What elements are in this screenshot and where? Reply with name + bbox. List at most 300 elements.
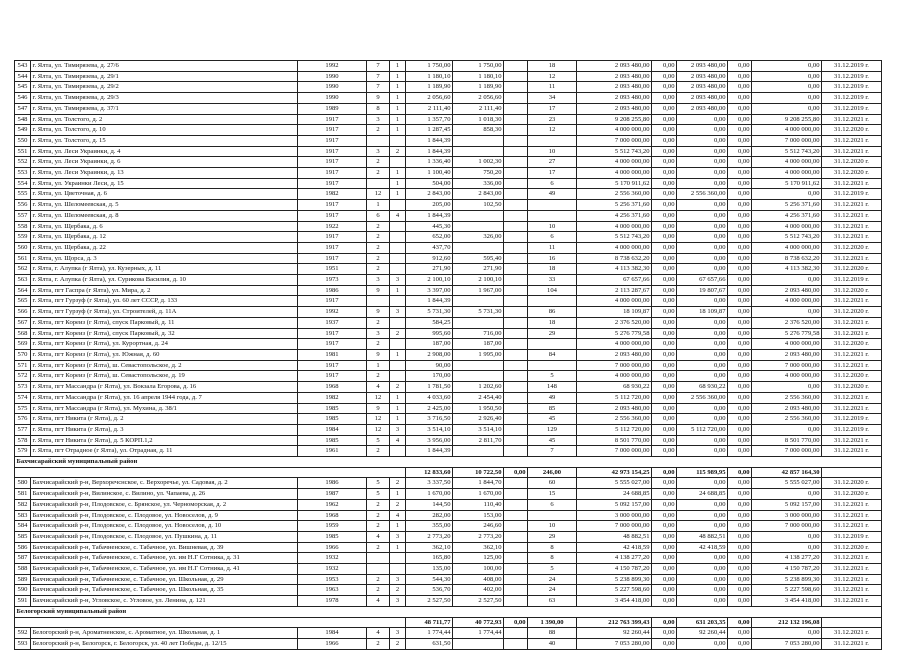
section-header-row bbox=[15, 606, 882, 617]
table-cell: 1 bbox=[367, 200, 390, 211]
section-title: Бахчисарайский муниципальный район bbox=[15, 457, 882, 468]
table-cell: г. Ялта, ул. Тимирязева, д. 29/3 bbox=[31, 93, 298, 104]
table-cell: 0,00 bbox=[728, 275, 752, 286]
table-cell: 129 bbox=[528, 424, 577, 435]
table-cell: 31.12.2021 г. bbox=[822, 349, 882, 360]
table-cell bbox=[390, 221, 406, 232]
table-cell: г. Ялта, ул. Леси Украинки, д. 6 bbox=[31, 157, 298, 168]
table-cell: 652,00 bbox=[406, 232, 453, 243]
table-cell: Бахчисарайский р-н, Табачненское, с. Табачное, ул. Вишневая, д. 39 bbox=[31, 542, 298, 553]
table-cell: 60 bbox=[528, 478, 577, 489]
table-cell: 31.12.2021 г. bbox=[822, 596, 882, 607]
table-cell: 5 170 911,62 bbox=[577, 178, 652, 189]
table-cell: г. Ялта, пгт Гурзуф (г Ялта), ул. Строителей, д. 11А bbox=[31, 307, 298, 318]
table-cell: 0,00 bbox=[677, 296, 728, 307]
table-cell: 0,00 bbox=[652, 339, 677, 350]
table-cell: 17 bbox=[528, 103, 577, 114]
table-cell: Бахчисарайский р-н, Плодовское, с. Плодовое, ул. Новоселов, д. 9 bbox=[31, 510, 298, 521]
table-cell: 9 bbox=[367, 403, 390, 414]
table-cell bbox=[504, 264, 528, 275]
table-cell: 566 bbox=[15, 307, 31, 318]
table-cell: 554 bbox=[15, 178, 31, 189]
table-cell: 6 bbox=[528, 232, 577, 243]
table-row bbox=[15, 339, 882, 350]
table-row bbox=[15, 392, 882, 403]
table-row bbox=[15, 317, 882, 328]
table-cell: 0,00 bbox=[728, 168, 752, 179]
table-cell: 5 227 598,60 bbox=[752, 585, 822, 596]
table-cell: 589 bbox=[15, 574, 31, 585]
table-cell: 0,00 bbox=[728, 435, 752, 446]
table-cell: 0,00 bbox=[752, 82, 822, 93]
table-cell: 31.12.2021 г. bbox=[822, 114, 882, 125]
table-cell: 0,00 bbox=[677, 210, 728, 221]
table-row bbox=[15, 103, 882, 114]
table-cell: 3 000 000,00 bbox=[752, 510, 822, 521]
table-cell: 31.12.2020 г. bbox=[822, 307, 882, 318]
table-cell: 0,00 bbox=[728, 521, 752, 532]
table-cell: 3 000 000,00 bbox=[577, 510, 652, 521]
table-cell bbox=[453, 221, 504, 232]
table-cell: 1985 bbox=[298, 531, 367, 542]
table-cell: 2 bbox=[367, 585, 390, 596]
table-cell: 187,00 bbox=[406, 339, 453, 350]
table-row bbox=[15, 125, 882, 136]
table-row bbox=[15, 200, 882, 211]
table-cell: 1 bbox=[390, 521, 406, 532]
table-cell: 0,00 bbox=[652, 360, 677, 371]
table-cell: 31.12.2021 г. bbox=[822, 553, 882, 564]
table-cell bbox=[367, 178, 390, 189]
table-cell: 12 bbox=[367, 392, 390, 403]
table-cell: 6 bbox=[528, 178, 577, 189]
table-cell: 1 995,00 bbox=[453, 349, 504, 360]
table-cell: 0,00 bbox=[652, 349, 677, 360]
total-cell: 246,00 bbox=[528, 467, 577, 478]
table-cell bbox=[504, 135, 528, 146]
table-cell: 7 053 280,00 bbox=[752, 638, 822, 649]
table-cell bbox=[504, 253, 528, 264]
table-cell: г. Ялта, ул. Толстого, д. 10 bbox=[31, 125, 298, 136]
table-cell: 5 238 899,30 bbox=[577, 574, 652, 585]
table-cell bbox=[390, 200, 406, 211]
table-cell: 0,00 bbox=[728, 328, 752, 339]
table-cell bbox=[504, 489, 528, 500]
table-cell: 49 bbox=[528, 189, 577, 200]
table-cell: 3 bbox=[367, 114, 390, 125]
table-cell: 544,30 bbox=[406, 574, 453, 585]
table-cell: 5 731,30 bbox=[453, 307, 504, 318]
table-cell: 5 112 720,00 bbox=[677, 424, 728, 435]
table-cell bbox=[453, 317, 504, 328]
table-cell: 4 000 000,00 bbox=[577, 221, 652, 232]
table-cell: 1990 bbox=[298, 82, 367, 93]
table-cell: 34 bbox=[528, 93, 577, 104]
table-cell: 1 bbox=[390, 114, 406, 125]
total-cell: 12 833,60 bbox=[406, 467, 453, 478]
table-cell: 0,00 bbox=[728, 189, 752, 200]
table-cell: 31.12.2021 г. bbox=[822, 392, 882, 403]
table-cell: 31.12.2020 г. bbox=[822, 371, 882, 382]
table-cell: 2 bbox=[367, 168, 390, 179]
table-row bbox=[15, 478, 882, 489]
table-cell bbox=[504, 317, 528, 328]
table-cell: 31.12.2020 г. bbox=[822, 542, 882, 553]
table-cell: 0,00 bbox=[752, 489, 822, 500]
total-cell: 10 722,50 bbox=[453, 467, 504, 478]
table-cell: Бахчисарайский р-н, Вилинское, с. Вилино, ул. Чапаева, д. 26 bbox=[31, 489, 298, 500]
table-cell: 1 bbox=[390, 392, 406, 403]
table-cell: 5 512 743,20 bbox=[577, 146, 652, 157]
table-cell: 4 033,60 bbox=[406, 392, 453, 403]
table-cell bbox=[504, 638, 528, 649]
table-cell: 5 bbox=[367, 489, 390, 500]
table-cell bbox=[504, 585, 528, 596]
table-cell: 17 bbox=[528, 168, 577, 179]
table-cell bbox=[504, 157, 528, 168]
table-cell: 3 bbox=[390, 275, 406, 286]
table-cell: г. Ялта, пгт Массандра (г Ялта), ул. Вокзала Егорова, д. 16 bbox=[31, 382, 298, 393]
table-cell: 1 180,10 bbox=[453, 71, 504, 82]
table-cell bbox=[504, 168, 528, 179]
total-cell: 0,00 bbox=[652, 617, 677, 628]
table-cell bbox=[504, 339, 528, 350]
table-cell: 0,00 bbox=[728, 478, 752, 489]
table-cell: 0,00 bbox=[677, 253, 728, 264]
table-cell: 2 bbox=[367, 446, 390, 457]
table-cell bbox=[390, 371, 406, 382]
table-cell: 4 000 000,00 bbox=[752, 168, 822, 179]
table-cell bbox=[390, 553, 406, 564]
table-cell: 5 bbox=[528, 564, 577, 575]
table-cell: 0,00 bbox=[652, 221, 677, 232]
table-cell bbox=[453, 371, 504, 382]
table-cell: 7 000 000,00 bbox=[577, 521, 652, 532]
table-cell: 1917 bbox=[298, 360, 367, 371]
table-cell: 31.12.2021 г. bbox=[822, 446, 882, 457]
table-cell: 402,00 bbox=[453, 585, 504, 596]
table-cell bbox=[528, 296, 577, 307]
table-cell: 0,00 bbox=[728, 232, 752, 243]
table-cell: 0,00 bbox=[677, 403, 728, 414]
table-cell: 1 189,90 bbox=[406, 82, 453, 93]
table-cell: 2 bbox=[390, 382, 406, 393]
table-cell: 0,00 bbox=[677, 360, 728, 371]
table-cell: 31.12.2021 г. bbox=[822, 510, 882, 521]
table-row bbox=[15, 403, 882, 414]
table-cell bbox=[390, 339, 406, 350]
table-cell: 4 150 787,20 bbox=[577, 564, 652, 575]
table-cell: 1 bbox=[390, 71, 406, 82]
table-cell: г. Ялта, пгт Кореиз (г Ялта), ш. Севастопольское, д. 19 bbox=[31, 371, 298, 382]
table-cell: 165,80 bbox=[406, 553, 453, 564]
table-cell: 2 bbox=[390, 585, 406, 596]
table-cell: 0,00 bbox=[652, 542, 677, 553]
table-row bbox=[15, 285, 882, 296]
table-cell: 1966 bbox=[298, 638, 367, 649]
table-cell bbox=[504, 371, 528, 382]
table-cell: 7 000 000,00 bbox=[577, 446, 652, 457]
table-cell: 0,00 bbox=[728, 200, 752, 211]
table-cell: 7 000 000,00 bbox=[577, 135, 652, 146]
table-cell: 355,00 bbox=[406, 521, 453, 532]
table-cell: 31.12.2021 г. bbox=[822, 232, 882, 243]
table-cell: 1984 bbox=[298, 424, 367, 435]
table-cell: 100,00 bbox=[453, 564, 504, 575]
table-cell: 7 000 000,00 bbox=[752, 360, 822, 371]
table-cell: 170,00 bbox=[406, 371, 453, 382]
table-cell: 552 bbox=[15, 157, 31, 168]
table-cell: 0,00 bbox=[728, 542, 752, 553]
table-cell bbox=[453, 638, 504, 649]
table-cell: г. Ялта, пгт Кореиз (г Ялта), спуск Парковый, д. 11 bbox=[31, 317, 298, 328]
table-cell: 282,00 bbox=[406, 510, 453, 521]
table-cell: г. Ялта, ул. Толстого, д. 15 bbox=[31, 135, 298, 146]
table-cell bbox=[453, 446, 504, 457]
table-cell: 3 956,00 bbox=[406, 435, 453, 446]
table-cell bbox=[504, 542, 528, 553]
table-cell: 1 967,00 bbox=[453, 285, 504, 296]
table-cell: 5 092 157,00 bbox=[752, 499, 822, 510]
table-cell: 1 202,60 bbox=[453, 382, 504, 393]
table-cell: 0,00 bbox=[652, 200, 677, 211]
table-cell bbox=[504, 125, 528, 136]
table-cell: 1992 bbox=[298, 61, 367, 72]
table-cell: 0,00 bbox=[728, 146, 752, 157]
table-cell: 271,90 bbox=[406, 264, 453, 275]
table-cell: 2 773,20 bbox=[453, 531, 504, 542]
table-cell: 2 bbox=[367, 157, 390, 168]
table-cell: г. Ялта, ул. Шеломеевская, д. 8 bbox=[31, 210, 298, 221]
table-cell: 40 bbox=[528, 638, 577, 649]
register-table-container bbox=[14, 60, 882, 650]
table-cell bbox=[504, 275, 528, 286]
table-cell: 31.12.2019 г. bbox=[822, 82, 882, 93]
section-total-row bbox=[15, 467, 882, 478]
table-cell bbox=[504, 61, 528, 72]
table-cell: Бахчисарайский р-н, Угловское, с. Угловое, ул. Ленина, д. 121 bbox=[31, 596, 298, 607]
table-cell: 0,00 bbox=[728, 414, 752, 425]
table-cell: 10 bbox=[528, 521, 577, 532]
table-cell bbox=[504, 424, 528, 435]
table-cell: 560 bbox=[15, 242, 31, 253]
table-cell: 31.12.2021 г. bbox=[822, 574, 882, 585]
table-row bbox=[15, 135, 882, 146]
table-cell: 586 bbox=[15, 542, 31, 553]
table-cell: 2 093 480,00 bbox=[677, 82, 728, 93]
table-cell: 1917 bbox=[298, 125, 367, 136]
table-cell: 45 bbox=[528, 414, 577, 425]
table-cell: 5 256 371,60 bbox=[577, 200, 652, 211]
table-cell: 2 093 480,00 bbox=[577, 61, 652, 72]
table-cell: 2 093 480,00 bbox=[752, 403, 822, 414]
table-cell: 7 053 280,00 bbox=[577, 638, 652, 649]
table-cell bbox=[504, 414, 528, 425]
table-cell: 0,00 bbox=[752, 189, 822, 200]
table-cell bbox=[504, 103, 528, 114]
table-cell: 88 bbox=[528, 628, 577, 639]
table-cell: 1 bbox=[390, 285, 406, 296]
total-empty-cell bbox=[822, 467, 882, 478]
table-cell: 0,00 bbox=[677, 339, 728, 350]
table-cell: 246,60 bbox=[453, 521, 504, 532]
table-row bbox=[15, 371, 882, 382]
table-cell: 1 100,40 bbox=[406, 168, 453, 179]
table-cell: 24 bbox=[528, 585, 577, 596]
table-cell: 0,00 bbox=[652, 189, 677, 200]
table-cell: 0,00 bbox=[728, 564, 752, 575]
table-cell bbox=[504, 392, 528, 403]
table-cell: 0,00 bbox=[677, 564, 728, 575]
table-cell: г. Ялта, пгт Кореиз (г Ялта), ш. Севастопольское, д. 2 bbox=[31, 360, 298, 371]
section-title: Белогорский муниципальный район bbox=[15, 606, 882, 617]
table-cell: 0,00 bbox=[652, 317, 677, 328]
table-cell: 578 bbox=[15, 435, 31, 446]
table-cell: 18 bbox=[528, 264, 577, 275]
total-cell: 0,00 bbox=[652, 467, 677, 478]
table-cell bbox=[390, 446, 406, 457]
table-cell: 504,00 bbox=[406, 178, 453, 189]
table-cell: 0,00 bbox=[652, 553, 677, 564]
table-cell: 572 bbox=[15, 371, 31, 382]
table-cell: 0,00 bbox=[728, 103, 752, 114]
table-cell: 0,00 bbox=[652, 403, 677, 414]
table-cell: 0,00 bbox=[728, 382, 752, 393]
table-cell: 0,00 bbox=[728, 349, 752, 360]
table-cell bbox=[504, 189, 528, 200]
table-cell bbox=[504, 178, 528, 189]
table-cell: 563 bbox=[15, 275, 31, 286]
table-cell: 4 bbox=[390, 210, 406, 221]
table-cell: 0,00 bbox=[728, 114, 752, 125]
table-cell: 4 000 000,00 bbox=[577, 157, 652, 168]
table-cell: 561 bbox=[15, 253, 31, 264]
table-cell: 68 930,22 bbox=[677, 382, 728, 393]
table-cell: 0,00 bbox=[652, 210, 677, 221]
table-cell: 1 670,00 bbox=[406, 489, 453, 500]
table-cell: 1 bbox=[390, 349, 406, 360]
table-cell: 0,00 bbox=[728, 157, 752, 168]
table-cell: 5 512 743,20 bbox=[752, 146, 822, 157]
table-cell bbox=[504, 114, 528, 125]
table-cell: 1 bbox=[390, 61, 406, 72]
table-cell: 31.12.2021 г. bbox=[822, 200, 882, 211]
table-cell: 0,00 bbox=[728, 638, 752, 649]
table-row bbox=[15, 328, 882, 339]
table-cell: 31.12.2021 г. bbox=[822, 585, 882, 596]
total-cell: 0,00 bbox=[504, 467, 528, 478]
table-cell: 553 bbox=[15, 168, 31, 179]
table-cell: 31.12.2021 г. bbox=[822, 403, 882, 414]
table-cell: 9 208 255,80 bbox=[577, 114, 652, 125]
table-cell: 545 bbox=[15, 82, 31, 93]
table-cell: 0,00 bbox=[728, 499, 752, 510]
table-cell bbox=[367, 564, 390, 575]
table-cell: 0,00 bbox=[728, 93, 752, 104]
table-cell: 580 bbox=[15, 478, 31, 489]
table-cell: 0,00 bbox=[652, 125, 677, 136]
table-cell: 912,60 bbox=[406, 253, 453, 264]
table-cell: 42 418,59 bbox=[677, 542, 728, 553]
table-cell: 0,00 bbox=[652, 168, 677, 179]
table-cell: 1917 bbox=[298, 242, 367, 253]
table-cell: 0,00 bbox=[728, 61, 752, 72]
table-cell: 445,30 bbox=[406, 221, 453, 232]
total-cell: 0,00 bbox=[728, 467, 752, 478]
table-cell: 5 bbox=[367, 478, 390, 489]
table-cell: 0,00 bbox=[728, 596, 752, 607]
table-cell: 2 bbox=[367, 221, 390, 232]
table-cell: 0,00 bbox=[677, 125, 728, 136]
table-cell: 564 bbox=[15, 285, 31, 296]
table-cell: 3 bbox=[390, 531, 406, 542]
table-cell: 90,00 bbox=[406, 360, 453, 371]
table-cell: 3 514,10 bbox=[453, 424, 504, 435]
table-cell: 567 bbox=[15, 317, 31, 328]
table-cell: 2 093 480,00 bbox=[752, 349, 822, 360]
table-cell: 0,00 bbox=[652, 435, 677, 446]
table-cell: 1981 bbox=[298, 349, 367, 360]
table-cell: 5 276 779,58 bbox=[752, 328, 822, 339]
table-cell bbox=[390, 360, 406, 371]
table-cell: 2 843,00 bbox=[453, 189, 504, 200]
table-row bbox=[15, 93, 882, 104]
table-cell: 1 357,70 bbox=[406, 114, 453, 125]
table-cell: 104 bbox=[528, 285, 577, 296]
table-cell: 0,00 bbox=[728, 317, 752, 328]
table-cell: 1966 bbox=[298, 542, 367, 553]
table-cell: 5 555 027,00 bbox=[752, 478, 822, 489]
table-row bbox=[15, 242, 882, 253]
table-row bbox=[15, 210, 882, 221]
table-cell: г. Ялта, ул. Леси Украинки, д. 4 bbox=[31, 146, 298, 157]
table-cell: 0,00 bbox=[728, 135, 752, 146]
table-cell: 2 527,50 bbox=[406, 596, 453, 607]
table-cell: 0,00 bbox=[652, 371, 677, 382]
table-cell: 4 150 787,20 bbox=[752, 564, 822, 575]
table-cell: 0,00 bbox=[752, 542, 822, 553]
table-cell bbox=[504, 446, 528, 457]
table-cell: 31.12.2020 г. bbox=[822, 157, 882, 168]
table-cell: 31.12.2021 г. bbox=[822, 499, 882, 510]
table-cell: 92 260,44 bbox=[577, 628, 652, 639]
table-cell: 579 bbox=[15, 446, 31, 457]
register-table bbox=[14, 60, 882, 650]
table-cell: 0,00 bbox=[652, 424, 677, 435]
table-cell: 48 882,51 bbox=[677, 531, 728, 542]
total-cell: 42 973 154,25 bbox=[577, 467, 652, 478]
table-cell: 0,00 bbox=[728, 178, 752, 189]
table-cell: 3 337,50 bbox=[406, 478, 453, 489]
table-cell: 557 bbox=[15, 210, 31, 221]
table-cell: 1 bbox=[390, 168, 406, 179]
table-cell: 102,50 bbox=[453, 200, 504, 211]
table-cell bbox=[367, 135, 390, 146]
table-row bbox=[15, 296, 882, 307]
table-cell: 4 000 000,00 bbox=[577, 296, 652, 307]
table-cell: 205,00 bbox=[406, 200, 453, 211]
table-cell: 31.12.2021 г. bbox=[822, 317, 882, 328]
table-cell: 2 527,50 bbox=[453, 596, 504, 607]
table-cell: 1 774,44 bbox=[453, 628, 504, 639]
table-cell: 2 bbox=[367, 253, 390, 264]
table-cell bbox=[504, 210, 528, 221]
table-cell: 2 bbox=[367, 510, 390, 521]
table-cell: 2 093 480,00 bbox=[577, 103, 652, 114]
table-cell: 584,25 bbox=[406, 317, 453, 328]
table-cell: 4 000 000,00 bbox=[752, 221, 822, 232]
table-cell: 595,40 bbox=[453, 253, 504, 264]
